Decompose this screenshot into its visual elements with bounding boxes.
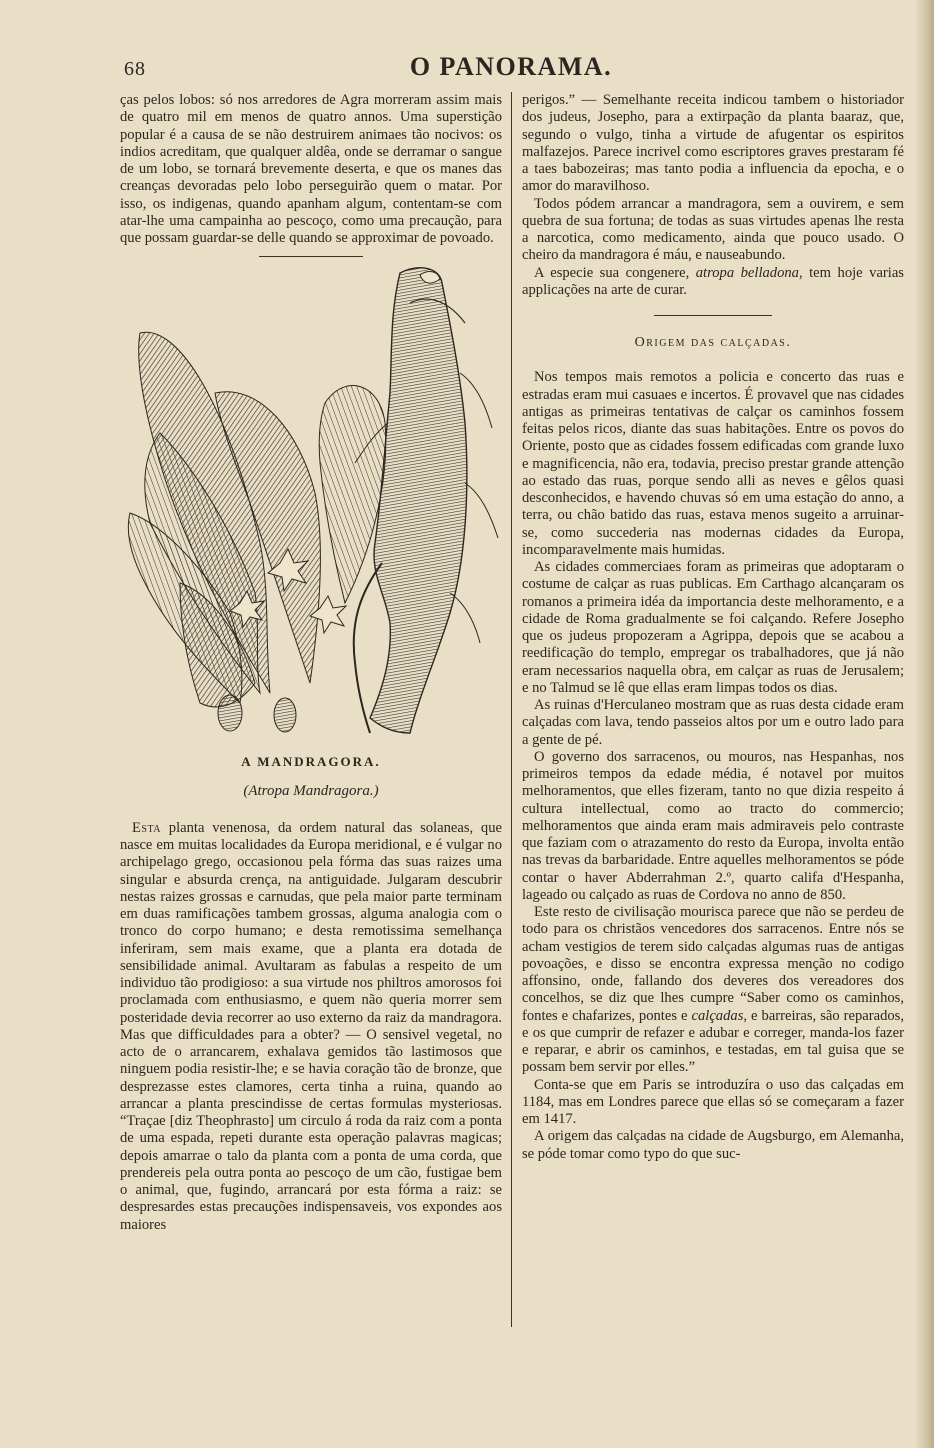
mandrake-illustration	[120, 263, 502, 745]
page-edge	[916, 0, 934, 1448]
species-name: atropa belladona	[695, 264, 799, 281]
section-divider	[654, 315, 772, 316]
calcadas-paragraph-5: Este resto de civilisação mourisca parece que não se perdeu de todo para os christãos vencedores dos sarracenos. Entre nós se acham vestigios de terem sido calçadas algumas ruas de antigas povoações, e disso se encontra expressa menção no codigo affonsino, onde, fallando dos deveres dos vereadores dos concelhos, se diz que lhes cumpre “Saber como os caminhos, fontes e chafarizes, pontes e calçadas, e barreiras, são reparados, e os que cumprir de refazer e adubar e correger, manda-los fazer e reparar, e abrir os caminhos, e testadas, em tal guisa que se possam bem servir por elles.”	[522, 904, 905, 1076]
calcadas-paragraph-6: Conta-se que em Paris se introduzíra o uso das calçadas em 1184, mas em Londres parece que ellas só se começaram a fazer em 1417.	[522, 1076, 904, 1127]
calcadas-paragraph-2: As cidades commerciaes foram as primeiras que adoptaram o costume de calçar as ruas publicas. Em Carthago alcançaram os romanos a primeira idéa da importancia deste melhoramento, e a cidade de Roma gradualmente se foi calçando. Refere Josepho que os judeus propozeram a Agrippa, depois que se acabou a reedificação do templo, empregar os trabalhadores, que já não eram necessarios naquella obra, em calçar as ruas de Jerusalem; e no Talmud se lê que ellas eram limpas todos os dias.	[522, 559, 904, 696]
page-number: 68	[124, 58, 146, 80]
figure-caption-latin: (Atropa Mandragora.)	[243, 782, 379, 799]
calcadas-paragraph-3: As ruinas d'Herculaneo mostram que as ruas desta cidade eram calçadas com lava, tendo passeios altos por um e outro lado para a gente de pé.	[522, 697, 904, 748]
intro-paragraph: ças pelos lobos: só nos arredores de Agra morreram assim mais de quatro mil em menos de quatro annos. Uma superstição popular é a causa de se não destruirem animaes tão nocivos: os indios acreditam, que qualquer aldêa, onde se derramar o sangue de um lobo, se tornará brevemente deserta, e que os manes das creanças devoradas pelo lobo perseguirão quem o matar. Por isso, os indigenas, quando apanham algum, contentam-se com atar-lhe uma campainha ao pescoço, como uma precaução, para que possam guardar-se delle quando se approximar de povoado.	[120, 92, 502, 246]
calcadas-paragraph-7: A origem das calçadas na cidade de Augsburgo, em Alemanha, se póde tomar como typo do que suc-	[522, 1128, 904, 1162]
continuation-paragraph-2: Todos pódem arrancar a mandragora, sem a ouvirem, e sem quebra de sua fortuna; de todas as suas virtudes apenas lhe resta a narcotica, como medicamento, ainda que pouco usado. O cheiro da mandragora é máu, e nauseabundo.	[522, 195, 904, 264]
mandragora-article	[120, 820, 502, 1234]
section-divider	[259, 256, 363, 257]
article-paragraph-1: planta venenosa, da ordem natural das solaneas, que nasce em muitas localidades da Europa meridional, e é vulgar no archipelago grego, occasionou pela fórma das suas raizes uma singular e absurda crença, na antiguidade. Julgaram descubrir nestas raizes grossas e carnudas, que pela maior parte terminam em duas ramificações tambem grossas, alguma analogia com o tronco do corpo humano; e desta remotissima semelhança inferiram, sem mais exame, que a planta era dotada de sensibilidade animal. Avultaram as fabulas a respeito de um individuo tão prodigioso: a sua virtude nos philtros amorosos foi proclamada com enthusiasmo, e quem não queria morrer sem posteridade devia recorrer ao uso externo da raiz da mandragora. Mas que difficuldades para a obter? — O sensivel vegetal, no acto de o arrancarem, exhalava gemidos tão lastimosos que ninguem podia resistir-lhe; e se havia coração tão de bronze, que desprezasse estes clamores, certa tinha a ruina, quando ao arrancar a planta prescindisse de certas formulas mysteriosas. “Traçae [diz Theophrasto] um circulo á roda da raiz com a ponta de uma espada, repeti durante esta operação palavras magicas; depois amarrae o talo da planta com a ponta de uma corda, que prendereis pela outra ponta ao pescoço de um cão, fustigae bem o animal, que, fugindo, arrancará por esta fórma a raiz: se despresardes estas precauções indispensaveis, vos expondes aos maiores	[120, 819, 502, 1233]
section-title: Origem das calçadas.	[634, 335, 792, 350]
column-rule	[511, 92, 512, 1327]
figure-caption-title: A MANDRAGORA.	[241, 754, 381, 770]
right-column	[522, 92, 904, 1163]
mandragora-engraving	[120, 263, 502, 745]
continuation-paragraph-1: perigos.” — Semelhante receita indicou tambem o historiador dos judeus, Josepho, para a extirpação da planta baaraz, que, segundo o vulgo, tinha a virtude de afugentar os espiritos malfazejos. Parece incrivel como escriptores graves prestaram fé a taes babozeiras; mas tanto podia a influencia da epocha, e o amor do maravilhoso.	[522, 92, 904, 195]
masthead-title: O PANORAMA.	[409, 52, 613, 81]
continuation-paragraph-3: A especie sua congenere, atropa belladona, tem hoje varias applicações na arte de curar.	[522, 264, 904, 298]
calcadas-paragraph-4: O governo dos sarracenos, ou mouros, nas Hespanhas, nos primeiros tempos da edade média, é notavel por muitos melhoramentos, que elles fizeram, tanto no que dizia respeito á cultura intellectual, como ao tracto do commercio; melhoramentos que ainda eram mais admiraveis pelo contraste que faziam com o atrazamento do resto da Europa, involta então nas trevas da barbaridade. Entre aquelles melhoramentos se póde contar o haver Abderrahman 2.º, quarto califa d'Hespanha, lageado ou calçado as ruas de Cordova no anno de 850.	[522, 748, 904, 903]
article-lead-word: Esta	[132, 819, 162, 836]
page-header	[118, 52, 904, 88]
left-column	[120, 92, 502, 1234]
calcadas-paragraph-1: Nos tempos mais remotos a policia e concerto das ruas e estradas eram mui casuaes e incertos. É provavel que nas cidades antigas as primeiras tentativas de calçar os caminhos fossem feitas pelos ricos, diante das suas habitações. Entre os povos do Oriente, posto que as cidades fossem edificadas com grande luxo e magnificencia, não era, todavia, preciso prestar grande attenção ao estado das ruas, porque sendo alli as neves e gêlos quasi desconhecidos, e havendo chuvas só em uma estação do anno, a terra, ou chão batido das ruas, estava menos sugeito a arruinar-se, como succederia nas modernas cidades da Europa, incomparavelmente mais humidas.	[522, 369, 904, 558]
